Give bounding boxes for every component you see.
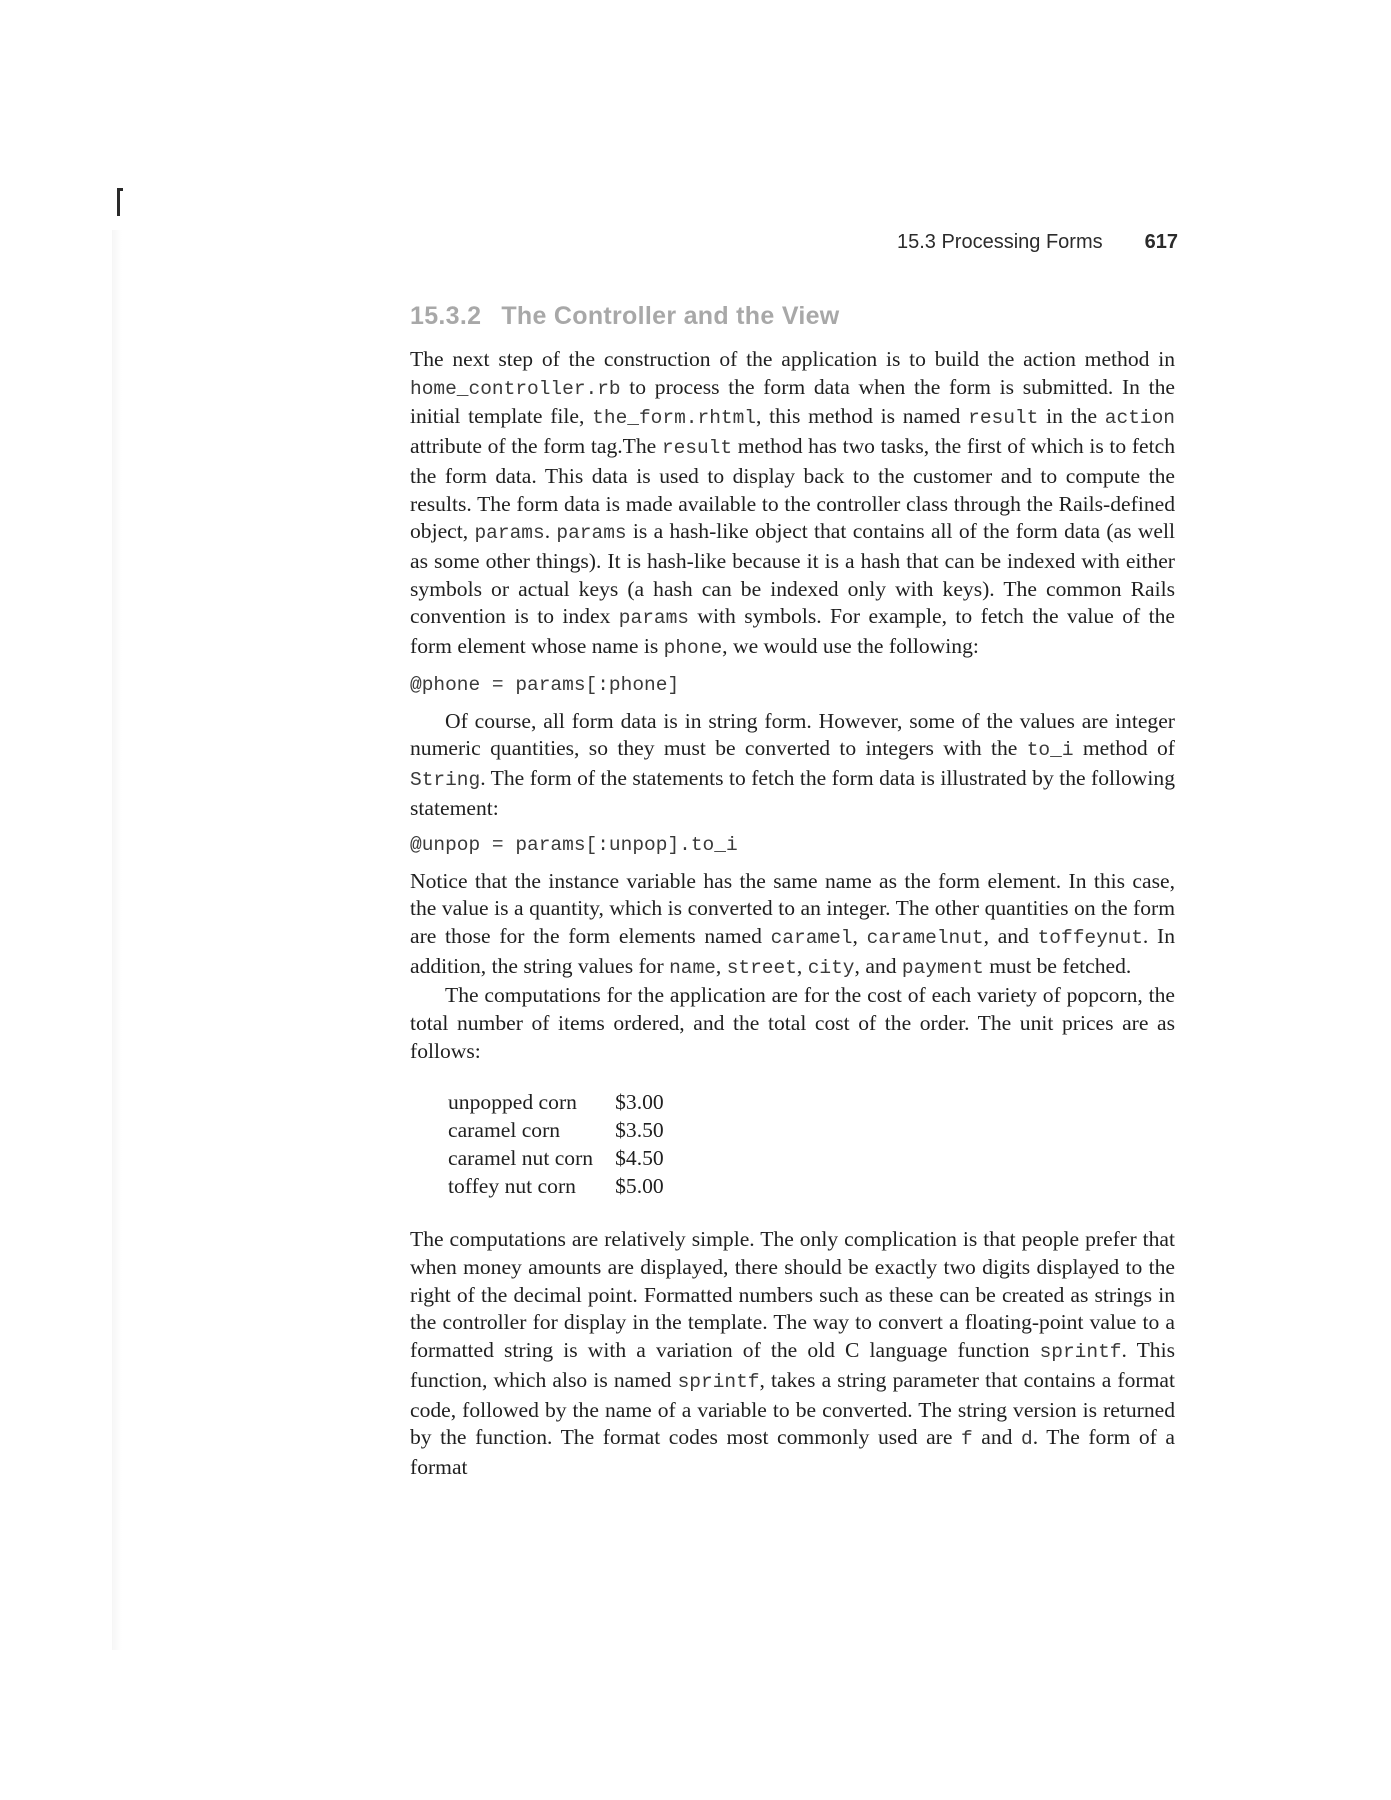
table-row [448, 1117, 664, 1145]
price-item: toffey nut corn [448, 1173, 576, 1198]
table-row [448, 1145, 664, 1173]
text-run: in the [1038, 404, 1105, 429]
code-term: f [961, 1428, 973, 1451]
section-title: The Controller and the View [501, 302, 840, 330]
text-run: Notice that the instance variable has the same name as the form element. In this case, the value is a quantity, which is converted to an integer. The other quantities on the form are those for the form elements named [410, 868, 1175, 948]
table-row [448, 1173, 664, 1201]
section-number: 15.3.2 [410, 302, 482, 330]
scan-corner-mark [117, 188, 123, 216]
running-head [897, 231, 1178, 254]
code-term: params [618, 607, 690, 630]
code-term: params [556, 522, 627, 545]
paragraph-5 [410, 1226, 1175, 1481]
text-run: , and [983, 923, 1038, 948]
code-term: street [726, 956, 797, 979]
code-term: d [1020, 1428, 1033, 1451]
paragraph-1 [410, 346, 1175, 663]
price-item: unpopped corn [448, 1090, 577, 1115]
section-heading [410, 302, 840, 331]
code-term: sprintf [1039, 1341, 1122, 1364]
unit-price-table [448, 1089, 664, 1200]
paragraph-3 [410, 868, 1175, 983]
text-run: and [972, 1425, 1021, 1450]
text-run: . In addition, the string values for [410, 923, 1175, 978]
code-term: result [968, 407, 1039, 430]
text-run: , we would use the following: [722, 634, 979, 659]
text-run: . The form of a format [410, 1425, 1175, 1479]
code-term: home_controller.rb [410, 377, 621, 400]
price-value: $4.50 [615, 1145, 664, 1170]
text-run: . This function, which also is named [410, 1338, 1175, 1392]
text-run: to process the form data when the form is submitted. In the initial template file, [410, 374, 1175, 429]
text-run: method of [1073, 736, 1175, 761]
code-term: result [661, 437, 733, 460]
price-value: $5.00 [615, 1173, 664, 1198]
text-run: , [852, 923, 867, 948]
code-term: caramelnut [866, 926, 984, 949]
code-term: action [1104, 407, 1176, 430]
text-run: must be fetched. [983, 953, 1132, 978]
price-value: $3.00 [615, 1090, 664, 1115]
text-run: , [796, 953, 808, 978]
text-run: . The form of the statements to fetch the form data is illustrated by the following statement: [410, 766, 1175, 820]
code-term: phone [663, 637, 723, 660]
text-run: . [544, 519, 557, 544]
code-term: toffeynut [1037, 926, 1143, 949]
table-row [448, 1089, 664, 1117]
text-run: attribute of the form tag.The [410, 434, 662, 459]
code-term: the_form.rhtml [592, 407, 756, 430]
price-item: caramel corn [448, 1118, 561, 1143]
body-text [410, 346, 1175, 1482]
code-term: payment [901, 956, 984, 979]
text-run: , takes a string parameter that contains a format code, followed by the name of a variable to be converted. The string version is returned by the function. The format codes most commonly used are [410, 1367, 1175, 1450]
price-value: $3.50 [615, 1118, 664, 1143]
code-term: String [410, 769, 481, 792]
text-run: The computations are relatively simple. The only complication is that people prefer that when money amounts are displayed, there should be exactly two digits displayed to the right of the decimal point. Formatted numbers such as these can be created as strings in the controller for display in the template. The way to convert a floating-point value to a formatted string is with a variation of the old C language function [410, 1227, 1175, 1363]
text-run: , [715, 953, 727, 978]
text-run: , and [854, 953, 902, 978]
price-item: caramel nut corn [448, 1145, 594, 1170]
paragraph-4: The computations for the application are for the cost of each variety of popcorn, the total number of items ordered, and the total cost of the order. The unit prices are as follows: [410, 983, 1175, 1063]
code-example-unpop: @unpop = params[:unpop].to_i [410, 833, 738, 856]
text-run: with symbols. For example, to fetch the value of the form element whose name is [410, 604, 1175, 659]
scan-edge-shadow [112, 230, 122, 1650]
text-run: The next step of the construction of the application is to build the action method in [410, 347, 1175, 371]
text-run: is a hash-like object that contains all of the form data (as well as some other things). It is hash-like because it is a hash that can be indexed with either symbols or actual keys (a hash can be indexed only with keys). The common Rails convention is to index [410, 519, 1176, 629]
code-term: caramel [770, 926, 853, 949]
text-run: method has two tasks, the first of which is to fetch the form data. This data is used to display back to the customer and to compute the results. The form data is made available to the controller class through the Rails-defined object, [410, 434, 1175, 544]
paragraph-2 [410, 708, 1175, 823]
code-term: sprintf [677, 1370, 760, 1393]
code-term: to_i [1026, 739, 1074, 762]
page-number: 617 [1144, 231, 1178, 253]
text-run: , this method is named [756, 404, 969, 429]
text-run: Of course, all form data is in string form. However, some of the values are integer numeric quantities, so they must be converted to integers with the [410, 708, 1175, 761]
code-term: name [669, 956, 716, 979]
code-example-phone: @phone = params[:phone] [410, 673, 680, 696]
code-term: params [474, 522, 545, 545]
running-head-title: 15.3 Processing Forms [896, 231, 1103, 253]
code-term: city [807, 956, 855, 979]
